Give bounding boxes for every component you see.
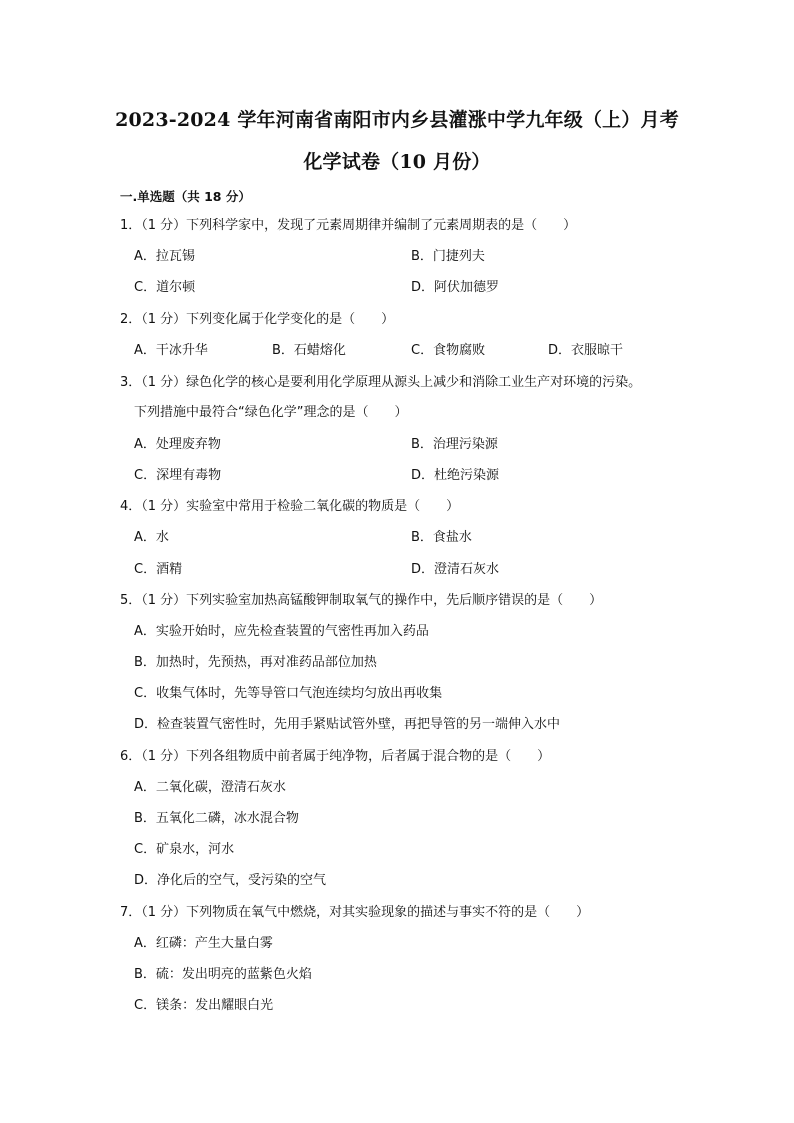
question-3-option-b: B．治理污染源: [411, 437, 498, 452]
question-6-option-a: A．二氧化碳，澄清石灰水: [134, 780, 286, 795]
question-3-stem-continued: 下列措施中最符合“绿色化学”理念的是（ ）: [134, 405, 408, 420]
question-5-option-b: B．加热时，先预热，再对准药品部位加热: [134, 655, 377, 670]
question-2-stem: 2．（1 分）下列变化属于化学变化的是（ ）: [120, 312, 395, 327]
question-7-option-a: A．红磷：产生大量白雾: [134, 936, 273, 951]
question-2-option-b: B．石蜡熔化: [272, 343, 346, 358]
question-6-option-b: B．五氧化二磷，冰水混合物: [134, 811, 299, 826]
question-4-option-a: A．水: [134, 530, 169, 545]
question-3-option-d: D．杜绝污染源: [411, 468, 500, 483]
question-4-option-b: B．食盐水: [411, 530, 472, 545]
exam-title-line-2: 化学试卷（10 月份）: [303, 151, 491, 173]
question-6-stem: 6．（1 分）下列各组物质中前者属于纯净物，后者属于混合物的是（ ）: [120, 749, 551, 764]
question-4-stem: 4．（1 分）实验室中常用于检验二氧化碳的物质是（ ）: [120, 499, 460, 514]
question-6-option-d: D．净化后的空气，受污染的空气: [134, 873, 327, 888]
question-5-option-a: A．实验开始时，应先检查装置的气密性再加入药品: [134, 624, 429, 639]
question-5-stem: 5．（1 分）下列实验室加热高锰酸钾制取氧气的操作中，先后顺序错误的是（ ）: [120, 593, 603, 608]
question-1-option-b: B．门捷列夫: [411, 249, 485, 264]
question-2-option-d: D．衣服晾干: [548, 343, 624, 358]
question-2-option-a: A．干冰升华: [134, 343, 208, 358]
question-1-option-a: A．拉瓦锡: [134, 249, 195, 264]
question-3-option-a: A．处理废弃物: [134, 437, 221, 452]
question-7-stem: 7．（1 分）下列物质在氧气中燃烧，对其实验现象的描述与事实不符的是（ ）: [120, 905, 590, 920]
question-1-option-d: D．阿伏加德罗: [411, 280, 500, 295]
question-4-option-d: D．澄清石灰水: [411, 562, 500, 577]
question-7-option-b: B．硫：发出明亮的蓝紫色火焰: [134, 967, 312, 982]
question-1-option-c: C．道尔顿: [134, 280, 196, 295]
question-1-stem: 1．（1 分）下列科学家中，发现了元素周期律并编制了元素周期表的是（ ）: [120, 218, 577, 233]
question-3-stem: 3．（1 分）绿色化学的核心是要利用化学原理从源头上减少和消除工业生产对环境的污染。: [120, 375, 642, 390]
question-5-option-d: D．检查装置气密性时，先用手紧贴试管外壁，再把导管的另一端伸入水中: [134, 717, 561, 732]
question-7-option-c: C．镁条：发出耀眼白光: [134, 998, 274, 1013]
question-2-option-c: C．食物腐败: [411, 343, 486, 358]
section-heading: 一.单选题（共 18 分）: [120, 189, 251, 204]
question-6-option-c: C．矿泉水，河水: [134, 842, 235, 857]
question-3-option-c: C．深埋有毒物: [134, 468, 222, 483]
question-5-option-c: C．收集气体时，先等导管口气泡连续均匀放出再收集: [134, 686, 443, 701]
exam-title-line-1: 2023-2024 学年河南省南阳市内乡县灌涨中学九年级（上）月考: [115, 109, 679, 131]
question-4-option-c: C．酒精: [134, 562, 183, 577]
